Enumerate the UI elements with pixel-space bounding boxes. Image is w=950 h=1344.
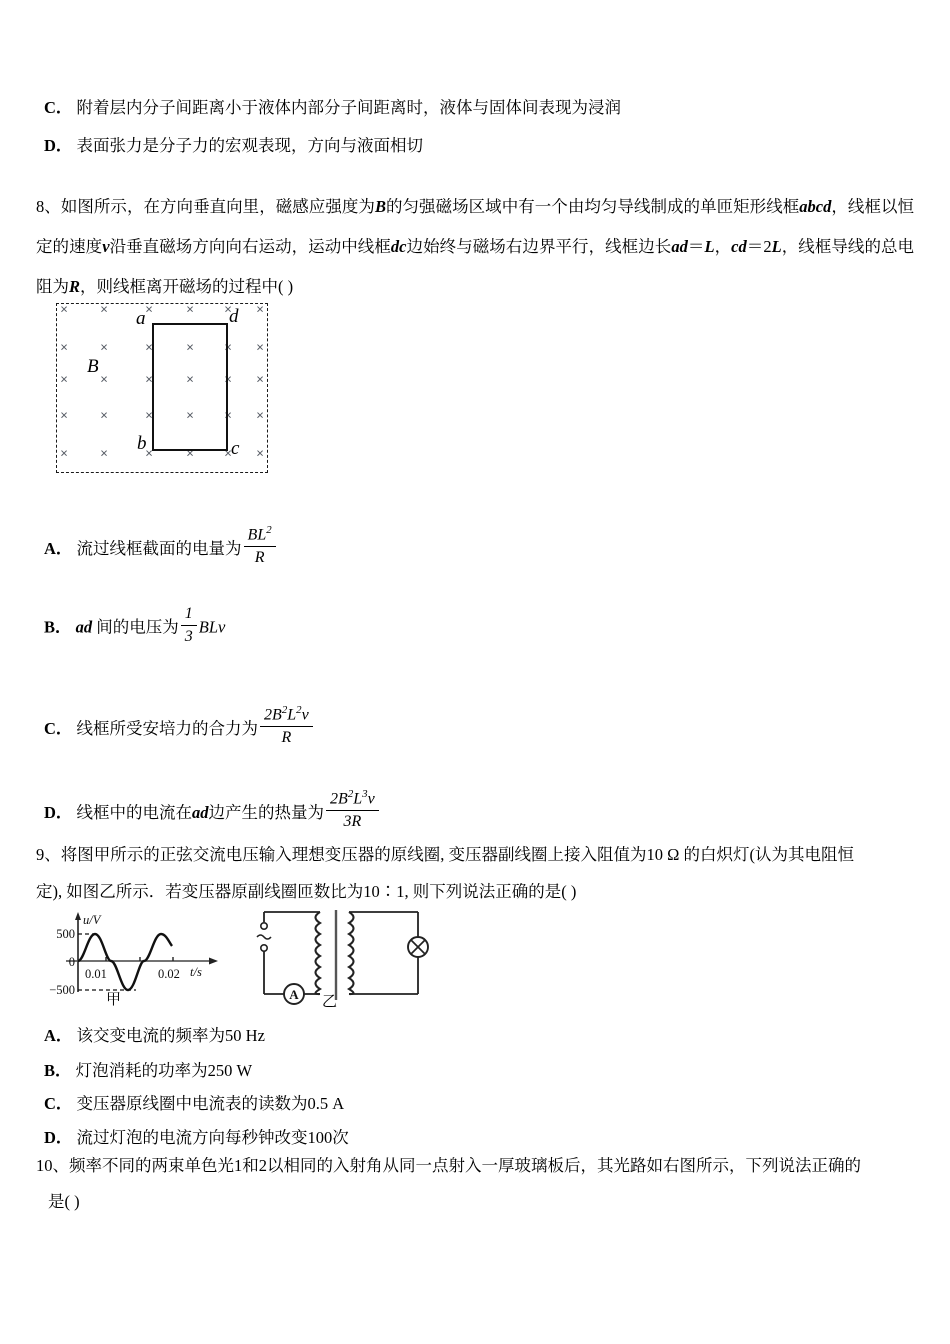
option-text: 灯泡消耗的功率为250 W	[75, 1061, 253, 1080]
field-mark-icon: ×	[186, 371, 194, 387]
x-tick-label-0.01: 0.01	[85, 967, 107, 981]
field-mark-icon: ×	[186, 339, 194, 355]
question-number: 10、	[36, 1156, 69, 1175]
fraction-numerator: $2B^2L^2v$	[260, 704, 313, 727]
field-mark-icon: ×	[145, 371, 153, 387]
vertex-label-d: d	[229, 306, 239, 327]
symbol-dc: dc	[390, 237, 407, 256]
graph-svg	[40, 912, 230, 1012]
transformer-circuit	[252, 910, 442, 1015]
vertex-label-b: b	[137, 433, 147, 454]
stem-text: ，线框以恒定的速度	[36, 197, 915, 256]
field-mark-icon: ×	[100, 407, 108, 423]
fraction-numerator	[244, 524, 276, 547]
x-axis-arrow	[209, 958, 218, 965]
ac-source-icon	[257, 935, 271, 939]
option-line	[44, 1024, 265, 1049]
stem-text: 定), 如图乙所示．若变压器原副线圈匝数比为10∶1, 则下列说法正确的是( )	[36, 882, 577, 901]
secondary-coil	[349, 912, 354, 994]
option-line	[44, 524, 278, 568]
formula-trailing: BLv	[198, 617, 226, 637]
field-mark-icon: ×	[256, 339, 264, 355]
field-mark-icon: ×	[224, 301, 232, 317]
magnetic-field-loop-diagram	[56, 303, 268, 473]
fraction-denominator: R	[281, 729, 292, 747]
y-tick-label-500: 500	[56, 927, 75, 941]
stem-text: 将图甲所示的正弦交流电压输入理想变压器的原线圈, 变压器副线圈上接入阻值为10 Ω 的白炽灯(认为其电阻恒	[60, 845, 855, 864]
stem-text: ，则线框离开磁场的过程中(	[80, 277, 284, 296]
option-label: B．	[44, 1061, 72, 1080]
field-mark-icon: ×	[224, 371, 232, 387]
field-mark-icon: ×	[145, 301, 153, 317]
option-text: 表面张力是分子力的宏观表现，方向与液面相切	[76, 136, 424, 155]
field-mark-icon: ×	[100, 445, 108, 461]
stem-text: ，线框导线的总电阻为	[36, 237, 915, 296]
fraction-numerator: 1	[181, 604, 197, 626]
field-mark-icon: ×	[100, 339, 108, 355]
stem-text: ，	[714, 237, 732, 256]
circuit-svg	[252, 910, 442, 1015]
formula-fraction	[326, 788, 379, 832]
stem-text: ＝2	[746, 237, 772, 256]
sine-curve	[78, 934, 172, 990]
formula-fraction	[181, 604, 197, 647]
stem-text: 如图所示，在方向垂直向里，磁感应强度为	[60, 197, 375, 216]
symbol-cd: cd	[731, 237, 747, 256]
option-label: A．	[44, 1026, 73, 1045]
question-9-stem-line-1	[36, 847, 926, 864]
y-axis-arrow	[75, 912, 81, 920]
field-mark-icon: ×	[60, 301, 68, 317]
symbol-R: R	[69, 277, 81, 296]
option-symbol-ad: ad	[192, 803, 209, 823]
field-mark-icon: ×	[145, 407, 153, 423]
option-symbol-ad: ad	[75, 617, 93, 637]
stem-text: 频率不同的两束单色光1和2以相同的入射角从同一点射入一厚玻璃板后，其光路如右图所示，下列说法正确的	[69, 1156, 861, 1175]
option-text: 流过灯泡的电流方向每秒钟改变100次	[76, 1128, 349, 1147]
option-line	[44, 704, 315, 748]
field-mark-icon: ×	[186, 407, 194, 423]
vertex-label-a: a	[136, 308, 146, 329]
question-number: 9、	[36, 845, 61, 864]
question-10-stem-line-2	[48, 1194, 938, 1211]
field-mark-icon: ×	[60, 339, 68, 355]
field-mark-icon: ×	[224, 407, 232, 423]
option-label: C．	[44, 1094, 73, 1113]
option-text: 流过线框截面的电量为	[76, 539, 242, 559]
figure-caption-jia: 甲	[106, 992, 122, 1008]
field-mark-icon: ×	[60, 371, 68, 387]
field-strength-label-B: B	[87, 356, 99, 377]
primary-coil	[316, 912, 321, 994]
x-tick-label-0.02: 0.02	[158, 967, 180, 981]
option-text: 该交变电流的频率为50 Hz	[76, 1026, 265, 1045]
question-9-stem-line-2	[36, 884, 926, 901]
field-mark-icon: ×	[256, 371, 264, 387]
source-terminal-top	[261, 923, 267, 929]
stem-text: ＝	[687, 237, 705, 256]
field-mark-icon: ×	[60, 407, 68, 423]
rectangular-coil	[152, 323, 228, 451]
field-mark-icon: ×	[60, 445, 68, 461]
option-label: D．	[44, 803, 73, 823]
option-line	[44, 1126, 349, 1151]
stem-text: 是( )	[48, 1192, 80, 1211]
option-line	[44, 604, 225, 647]
option-label: B．	[44, 617, 72, 637]
field-mark-icon: ×	[145, 339, 153, 355]
vertex-label-c: c	[231, 438, 240, 459]
symbol-ad: ad	[671, 237, 688, 256]
fraction-denominator: R	[254, 549, 265, 567]
y-tick-label-minus-500: −500	[49, 983, 75, 997]
source-terminal-bottom	[261, 945, 267, 951]
option-line	[44, 788, 381, 832]
fraction-denominator: 3	[184, 628, 193, 645]
fraction-denominator: 3R	[343, 813, 362, 831]
numerator-exponent: 2	[266, 524, 272, 536]
symbol-L: L	[771, 237, 782, 256]
symbol-v: v	[102, 237, 110, 256]
option-label: A．	[44, 539, 73, 559]
question-number: 8、	[36, 197, 61, 216]
field-mark-icon: ×	[100, 371, 108, 387]
option-text: 变压器原线圈中电流表的读数为0.5 A	[76, 1094, 345, 1113]
field-mark-icon: ×	[186, 301, 194, 317]
y-axis-label: u/V	[83, 913, 101, 927]
stem-text: 的匀强磁场区域中有一个由均匀导线制成的单匝矩形线框	[385, 197, 800, 216]
y-tick-label-0: 0	[68, 955, 75, 969]
field-mark-icon: ×	[256, 445, 264, 461]
stem-text: 沿垂直磁场方向向右运动，运动中线框	[109, 237, 391, 256]
fraction-numerator: $2B^2L^3v$	[326, 788, 379, 811]
field-mark-icon: ×	[100, 301, 108, 317]
formula-fraction	[260, 704, 313, 748]
option-text: 线框所受安培力的合力为	[76, 719, 259, 739]
symbol-abcd: abcd	[799, 197, 832, 216]
field-mark-icon: ×	[256, 301, 264, 317]
option-line	[44, 96, 621, 121]
option-label: C．	[44, 98, 73, 117]
ammeter-label: A	[289, 987, 299, 1002]
field-mark-icon: ×	[224, 339, 232, 355]
option-text: 线框中的电流在	[76, 803, 193, 823]
option-line	[44, 1059, 252, 1084]
figure-caption-yi: 乙	[322, 994, 338, 1010]
option-label: C．	[44, 719, 73, 739]
symbol-L: L	[704, 237, 715, 256]
symbol-B: B	[374, 197, 386, 216]
option-text: 附着层内分子间距离小于液体内部分子间距离时，液体与固体间表现为浸润	[76, 98, 622, 117]
question-10-stem-line-1	[36, 1158, 926, 1175]
option-text: 边产生的热量为	[208, 803, 325, 823]
option-line	[44, 1092, 344, 1117]
x-axis-label: t/s	[190, 965, 202, 979]
option-label: D．	[44, 136, 73, 155]
field-mark-icon: ×	[145, 445, 153, 461]
option-label: D．	[44, 1128, 73, 1147]
sine-voltage-graph	[40, 912, 230, 1012]
field-mark-icon: ×	[186, 445, 194, 461]
field-mark-icon: ×	[224, 445, 232, 461]
formula-fraction	[244, 524, 276, 568]
option-line	[44, 134, 423, 159]
option-text: 间的电压为	[96, 617, 179, 637]
stem-text: 边始终与磁场右边界平行，线框边长	[406, 237, 672, 256]
numerator-base: BL	[247, 526, 267, 544]
question-8-stem	[36, 187, 914, 307]
answer-blank: )	[283, 277, 294, 296]
field-mark-icon: ×	[256, 407, 264, 423]
